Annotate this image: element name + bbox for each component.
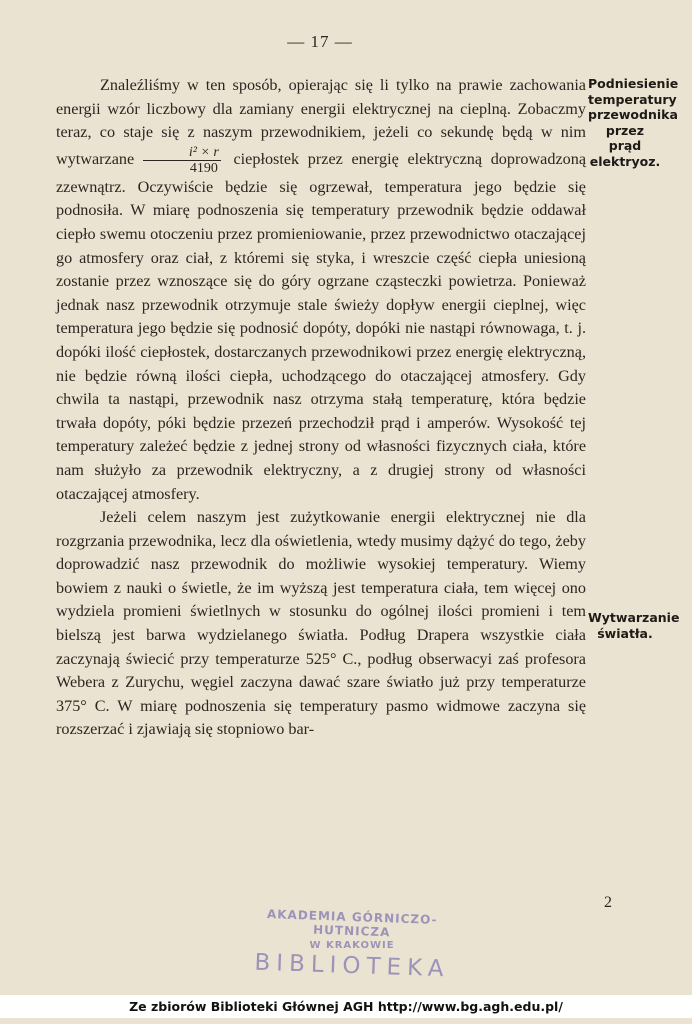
stamp-line-3: BIBLIOTEKA [254,949,450,983]
formula-denominator: 4190 [189,160,218,176]
footer-source-link[interactable]: Ze zbiorów Biblioteki Głównej AGH http://www.bg.agh.edu.pl/ [0,995,692,1018]
paragraph-1-end: ciepłostek przez energię elektryczną doprowadzoną zzewnątrz. Oczywiście będzie się ogrzewał, temperatura jego będzie się podnosiła. W miarę podnoszenia się temperatury przewodnik będzie oddawał ciepło swemu otoczeniu przez promieniowanie, przez przewodnictwo otaczającej go atmosfery oraz ciał, z któremi się styka, i wreszcie część ciepła uniesioną zostanie przez wznoszące się do góry ogrzane cząsteczki powietrza. Ponieważ jednak nasz przewodnik otrzymuje stale świeży dopływ energii cieplnej, więc temperatura jego będzie się podnosić dopóty, dopóki nie nastąpi równowaga, t. j. dopóki ilość ciepłostek, dostarczanych przewodnikowi przez energię elektryczną, nie będzie równą ilości ciepła, uchodzącego do otaczającej atmosfery. Gdy chwila ta nastąpi, przewodnik nasz otrzyma stałą temperaturę, która będzie trwała dopóty, póki będzie przezeń przechodził prąd i amperów. Wysokość tej temperatury zależeć będzie z jednej strony od własności fizycznych ciała, które nam służyło za przewodnik elektryczny, a z drugiej strony od własności otaczającej atmosfery. [56,150,586,503]
paragraph-1 [56,74,586,506]
library-stamp [232,907,472,983]
signature-mark: 2 [604,894,612,911]
heat-formula [143,145,221,176]
paragraph-2: Jeżeli celem naszym jest zużytkowanie energii elektrycznej nie dla rozgrzania przewodnika, lecz dla oświetlenia, wtedy musimy dążyć do tego, żeby doprowadzić nasz przewodnik do możliwie wysokiej temperatury. Wiemy bowiem z nauki o świetle, że im wyższą jest temperatura ciała, tem więcej ono wydziela promieni świetlnych w stosunku do ogólnej ilości promieni i tem bielszą jest barwa wydzielanego światła. Podług Drapera wszystkie ciała zaczynają świecić przy temperaturze 525° C., podług obserwacyi zaś profesora Webera z Zurychu, węgiel zaczyna dawać szare światło już przy temperaturze 375° C. W miarę podnoszenia się temperatury pasmo widmowe zaczyna się rozszerzać i zjawiają się stopniowo bar- [56,508,586,739]
paragraph-1-start: Znaleźliśmy w ten sposób, opierając się li tylko na prawie zachowania energii wzór liczbowy dla zamiany energii elektrycznej na cieplną. Zobaczmy teraz, co staje się z naszym przewodnikiem, jeżeli co sekundę będą w nim wytwarzane [56,76,586,168]
stamp-line-2: W KRAKOWIE [309,940,395,951]
margin-note-temperature: Podniesienie temperatury przewodnika przez prąd elektryoz. [588,76,679,169]
stamp-line-1: AKADEMIA GÓRNICZO-HUTNICZA [266,907,438,940]
page-number: — 17 — [287,32,353,51]
margin-note-light: Wytwarzanie światła. [588,610,680,641]
formula-numerator: i² × r [143,145,221,161]
body-text [56,74,586,742]
